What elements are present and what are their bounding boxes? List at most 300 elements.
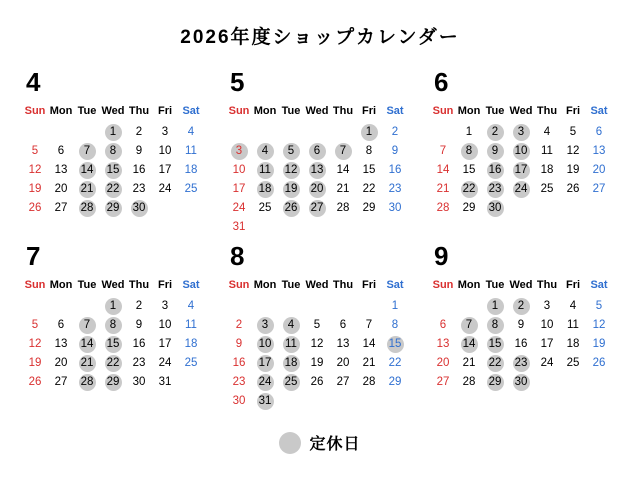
day-cell: [456, 316, 482, 335]
day-cell: [152, 354, 178, 373]
day-number: 6: [595, 126, 603, 138]
month-number: 8: [230, 241, 245, 271]
empty-cell: [382, 218, 408, 237]
empty-cell: [382, 392, 408, 411]
day-cell: [48, 373, 74, 392]
day-number: 7: [439, 145, 447, 157]
day-number: 31: [158, 376, 172, 388]
day-cell: [482, 180, 508, 199]
day-number: 12: [28, 164, 42, 176]
month-table-holder: [428, 275, 620, 392]
weekday-header-wed: Wed: [509, 278, 533, 291]
day-cell: [456, 180, 482, 199]
weekday-header-sun: Sun: [24, 278, 46, 291]
day-cell: [508, 297, 534, 316]
empty-cell: [178, 373, 204, 392]
day-number: 25: [184, 183, 198, 195]
weekday-header-sun: Sun: [24, 104, 46, 117]
legend: [0, 431, 640, 454]
day-cell: [356, 316, 382, 335]
week-row: [22, 123, 204, 142]
weekday-header-mon: Mon: [457, 278, 481, 291]
day-cell: [456, 335, 482, 354]
weekday-header-sat: Sat: [590, 278, 608, 291]
day-number: 20: [310, 183, 324, 195]
day-cell: [304, 354, 330, 373]
weekday-header-thu: Thu: [536, 278, 558, 291]
weekday-header-tue: Tue: [485, 104, 505, 117]
month-number: 4: [26, 67, 41, 97]
day-cell: [252, 354, 278, 373]
day-cell: [430, 316, 456, 335]
day-number: 30: [132, 202, 146, 214]
day-cell: [100, 335, 126, 354]
weekday-header-row: [22, 275, 204, 297]
day-cell: [508, 335, 534, 354]
weekday-header-mon: Mon: [253, 278, 277, 291]
day-number: 19: [28, 357, 42, 369]
day-number: 3: [161, 126, 169, 138]
day-cell: [226, 392, 252, 411]
day-cell: [152, 123, 178, 142]
day-cell: [178, 354, 204, 373]
day-number: 27: [54, 376, 68, 388]
empty-cell: [430, 297, 456, 316]
weekday-header-mon: Mon: [457, 104, 481, 117]
day-cell: [304, 180, 330, 199]
day-number: 10: [158, 319, 172, 331]
day-cell: [252, 316, 278, 335]
day-number: 28: [436, 202, 450, 214]
day-cell: [382, 335, 408, 354]
day-cell: [508, 161, 534, 180]
day-number: 8: [491, 319, 499, 331]
day-cell: [356, 180, 382, 199]
day-cell: [22, 180, 48, 199]
week-row: [226, 354, 408, 373]
day-cell: [508, 142, 534, 161]
day-number: 5: [569, 126, 577, 138]
day-cell: [586, 161, 612, 180]
day-cell: [126, 161, 152, 180]
day-number: 27: [54, 202, 68, 214]
day-number: 27: [310, 202, 324, 214]
month-number: 7: [26, 241, 41, 271]
day-cell: [252, 199, 278, 218]
day-number: 2: [135, 300, 143, 312]
day-cell: [178, 297, 204, 316]
day-number: 17: [258, 357, 272, 369]
day-number: 25: [184, 357, 198, 369]
day-cell: [126, 142, 152, 161]
month-calendar-table: [226, 275, 408, 411]
day-number: 16: [514, 338, 528, 350]
day-cell: [382, 354, 408, 373]
day-number: 22: [388, 357, 402, 369]
day-number: 8: [391, 319, 399, 331]
day-cell: [178, 123, 204, 142]
week-row: [22, 297, 204, 316]
day-cell: [430, 161, 456, 180]
day-number: 27: [592, 183, 606, 195]
day-cell: [382, 123, 408, 142]
day-cell: [560, 297, 586, 316]
day-number: 3: [261, 319, 269, 331]
empty-cell: [330, 392, 356, 411]
day-number: 2: [517, 300, 525, 312]
month-number: 9: [434, 241, 449, 271]
day-number: 25: [284, 376, 298, 388]
day-number: 26: [28, 376, 42, 388]
day-number: 23: [488, 183, 502, 195]
empty-cell: [456, 297, 482, 316]
weekday-header-wed: Wed: [101, 104, 125, 117]
day-number: 8: [109, 319, 117, 331]
day-cell: [482, 297, 508, 316]
day-cell: [356, 142, 382, 161]
page-title: 2026年度ショップカレンダー: [180, 27, 460, 48]
day-number: 31: [232, 221, 246, 233]
day-cell: [48, 180, 74, 199]
day-cell: [508, 180, 534, 199]
day-cell: [482, 123, 508, 142]
day-number: 30: [514, 376, 528, 388]
day-number: 5: [313, 319, 321, 331]
day-cell: [48, 199, 74, 218]
empty-cell: [356, 218, 382, 237]
day-number: 4: [187, 300, 195, 312]
day-number: 28: [462, 376, 476, 388]
month-number: 6: [434, 67, 449, 97]
day-number: 9: [135, 319, 143, 331]
empty-cell: [534, 199, 560, 218]
day-number: 26: [28, 202, 42, 214]
day-cell: [178, 142, 204, 161]
day-cell: [304, 161, 330, 180]
week-row: [430, 161, 612, 180]
empty-cell: [278, 218, 304, 237]
day-cell: [330, 373, 356, 392]
empty-cell: [534, 373, 560, 392]
day-cell: [534, 142, 560, 161]
day-cell: [126, 297, 152, 316]
day-number: 10: [158, 145, 172, 157]
day-cell: [560, 161, 586, 180]
empty-cell: [304, 392, 330, 411]
empty-cell: [304, 218, 330, 237]
day-cell: [178, 316, 204, 335]
day-number: 23: [132, 357, 146, 369]
day-number: 7: [83, 319, 91, 331]
day-number: 23: [132, 183, 146, 195]
empty-cell: [48, 123, 74, 142]
month-block: [14, 63, 218, 237]
day-number: 12: [28, 338, 42, 350]
day-cell: [48, 142, 74, 161]
week-row: [430, 297, 612, 316]
weekday-header-wed: Wed: [305, 104, 329, 117]
day-number: 4: [187, 126, 195, 138]
day-number: 22: [106, 357, 120, 369]
weekday-header-sat: Sat: [386, 278, 404, 291]
month-block: [218, 237, 422, 411]
week-row: [22, 199, 204, 218]
week-row: [430, 335, 612, 354]
empty-cell: [278, 392, 304, 411]
weekday-header-thu: Thu: [128, 278, 150, 291]
day-cell: [382, 316, 408, 335]
day-number: 8: [365, 145, 373, 157]
day-cell: [508, 316, 534, 335]
day-cell: [586, 354, 612, 373]
day-number: 5: [287, 145, 295, 157]
day-cell: [22, 316, 48, 335]
day-number: 9: [517, 319, 525, 331]
day-cell: [382, 199, 408, 218]
day-number: 29: [462, 202, 476, 214]
day-cell: [74, 335, 100, 354]
week-row: [430, 354, 612, 373]
day-cell: [22, 199, 48, 218]
day-cell: [430, 354, 456, 373]
day-number: 28: [336, 202, 350, 214]
day-number: 21: [462, 357, 476, 369]
day-number: 29: [488, 376, 502, 388]
day-number: 2: [391, 126, 399, 138]
month-number: 5: [230, 67, 245, 97]
weekday-header-thu: Thu: [332, 278, 354, 291]
day-cell: [356, 123, 382, 142]
weekday-header-row: [226, 275, 408, 297]
day-cell: [226, 316, 252, 335]
empty-cell: [252, 218, 278, 237]
week-row: [22, 142, 204, 161]
day-number: 18: [540, 164, 554, 176]
day-number: 13: [436, 338, 450, 350]
day-cell: [126, 335, 152, 354]
day-number: 15: [488, 338, 502, 350]
empty-cell: [252, 123, 278, 142]
day-cell: [226, 354, 252, 373]
day-number: 20: [592, 164, 606, 176]
day-number: 20: [54, 357, 68, 369]
month-calendar-table: [22, 275, 204, 392]
day-number: 4: [543, 126, 551, 138]
day-number: 29: [106, 202, 120, 214]
day-cell: [152, 316, 178, 335]
day-number: 7: [465, 319, 473, 331]
day-cell: [100, 316, 126, 335]
day-number: 22: [488, 357, 502, 369]
day-number: 10: [514, 145, 528, 157]
day-cell: [356, 373, 382, 392]
day-cell: [226, 199, 252, 218]
month-table-holder: [224, 275, 416, 411]
week-row: [430, 373, 612, 392]
day-cell: [226, 142, 252, 161]
week-row: [226, 373, 408, 392]
day-cell: [226, 218, 252, 237]
day-cell: [178, 161, 204, 180]
day-cell: [100, 142, 126, 161]
day-number: 24: [158, 357, 172, 369]
week-row: [22, 354, 204, 373]
day-number: 20: [54, 183, 68, 195]
day-number: 9: [391, 145, 399, 157]
day-number: 7: [83, 145, 91, 157]
day-cell: [482, 161, 508, 180]
day-cell: [456, 199, 482, 218]
week-row: [226, 297, 408, 316]
empty-cell: [356, 392, 382, 411]
day-number: 6: [439, 319, 447, 331]
empty-cell: [252, 297, 278, 316]
month-calendar-table: [430, 275, 612, 392]
months-grid: [0, 49, 640, 411]
empty-cell: [586, 373, 612, 392]
empty-cell: [278, 123, 304, 142]
week-row: [22, 335, 204, 354]
day-cell: [430, 199, 456, 218]
day-cell: [74, 373, 100, 392]
weekday-header-tue: Tue: [281, 278, 301, 291]
weekday-header-sun: Sun: [228, 278, 250, 291]
day-cell: [48, 161, 74, 180]
day-number: 20: [436, 357, 450, 369]
week-row: [22, 180, 204, 199]
month-table-holder: [224, 101, 416, 237]
weekday-header-sat: Sat: [386, 104, 404, 117]
day-cell: [74, 180, 100, 199]
day-cell: [456, 373, 482, 392]
day-number: 29: [106, 376, 120, 388]
weekday-header-thu: Thu: [332, 104, 354, 117]
empty-cell: [330, 297, 356, 316]
day-number: 13: [310, 164, 324, 176]
weekday-header-sun: Sun: [432, 104, 454, 117]
weekday-header-row: [226, 101, 408, 123]
day-cell: [278, 199, 304, 218]
day-cell: [226, 180, 252, 199]
day-number: 14: [80, 338, 94, 350]
day-number: 21: [436, 183, 450, 195]
closed-day-dot-icon: [279, 432, 301, 454]
day-number: 29: [388, 376, 402, 388]
weekday-header-fri: Fri: [157, 278, 173, 291]
week-row: [226, 218, 408, 237]
day-number: 24: [514, 183, 528, 195]
day-number: 19: [310, 357, 324, 369]
day-cell: [330, 180, 356, 199]
day-cell: [430, 373, 456, 392]
day-number: 3: [543, 300, 551, 312]
month-block: [14, 237, 218, 411]
day-number: 18: [284, 357, 298, 369]
weekday-header-thu: Thu: [128, 104, 150, 117]
day-cell: [126, 373, 152, 392]
weekday-header-row: [430, 101, 612, 123]
day-number: 14: [80, 164, 94, 176]
day-cell: [252, 161, 278, 180]
day-number: 30: [488, 202, 502, 214]
day-cell: [508, 123, 534, 142]
day-cell: [74, 354, 100, 373]
week-row: [430, 180, 612, 199]
day-number: 2: [135, 126, 143, 138]
day-number: 15: [106, 164, 120, 176]
day-cell: [304, 335, 330, 354]
day-cell: [100, 297, 126, 316]
week-row: [430, 142, 612, 161]
day-number: 22: [362, 183, 376, 195]
day-cell: [74, 161, 100, 180]
day-number: 6: [339, 319, 347, 331]
weekday-header-row: [430, 275, 612, 297]
week-row: [226, 161, 408, 180]
day-number: 10: [258, 338, 272, 350]
day-cell: [178, 180, 204, 199]
day-number: 30: [388, 202, 402, 214]
day-cell: [382, 373, 408, 392]
day-cell: [430, 335, 456, 354]
day-cell: [560, 142, 586, 161]
day-cell: [100, 180, 126, 199]
day-number: 27: [336, 376, 350, 388]
day-number: 23: [514, 357, 528, 369]
day-cell: [278, 180, 304, 199]
empty-cell: [22, 123, 48, 142]
day-cell: [482, 354, 508, 373]
day-cell: [48, 354, 74, 373]
day-number: 13: [336, 338, 350, 350]
weekday-header-fri: Fri: [157, 104, 173, 117]
day-number: 1: [465, 126, 473, 138]
empty-cell: [304, 123, 330, 142]
empty-cell: [74, 123, 100, 142]
day-cell: [534, 316, 560, 335]
month-calendar-table: [226, 101, 408, 237]
week-row: [430, 199, 612, 218]
day-cell: [100, 354, 126, 373]
day-number: 21: [80, 183, 94, 195]
day-cell: [252, 142, 278, 161]
day-number: 28: [80, 376, 94, 388]
day-number: 19: [284, 183, 298, 195]
day-cell: [152, 180, 178, 199]
day-number: 14: [462, 338, 476, 350]
day-cell: [278, 335, 304, 354]
day-cell: [100, 373, 126, 392]
month-table-holder: [20, 101, 212, 218]
day-cell: [152, 297, 178, 316]
day-number: 4: [287, 319, 295, 331]
week-row: [226, 142, 408, 161]
day-number: 18: [184, 338, 198, 350]
day-cell: [560, 354, 586, 373]
day-number: 18: [566, 338, 580, 350]
month-calendar-table: [430, 101, 612, 218]
day-number: 11: [185, 319, 197, 331]
day-number: 11: [285, 338, 297, 350]
day-number: 1: [391, 300, 399, 312]
weekday-header-fri: Fri: [565, 278, 581, 291]
weekday-header-fri: Fri: [361, 104, 377, 117]
day-cell: [74, 142, 100, 161]
day-number: 9: [135, 145, 143, 157]
empty-cell: [430, 123, 456, 142]
day-number: 28: [80, 202, 94, 214]
day-number: 7: [339, 145, 347, 157]
